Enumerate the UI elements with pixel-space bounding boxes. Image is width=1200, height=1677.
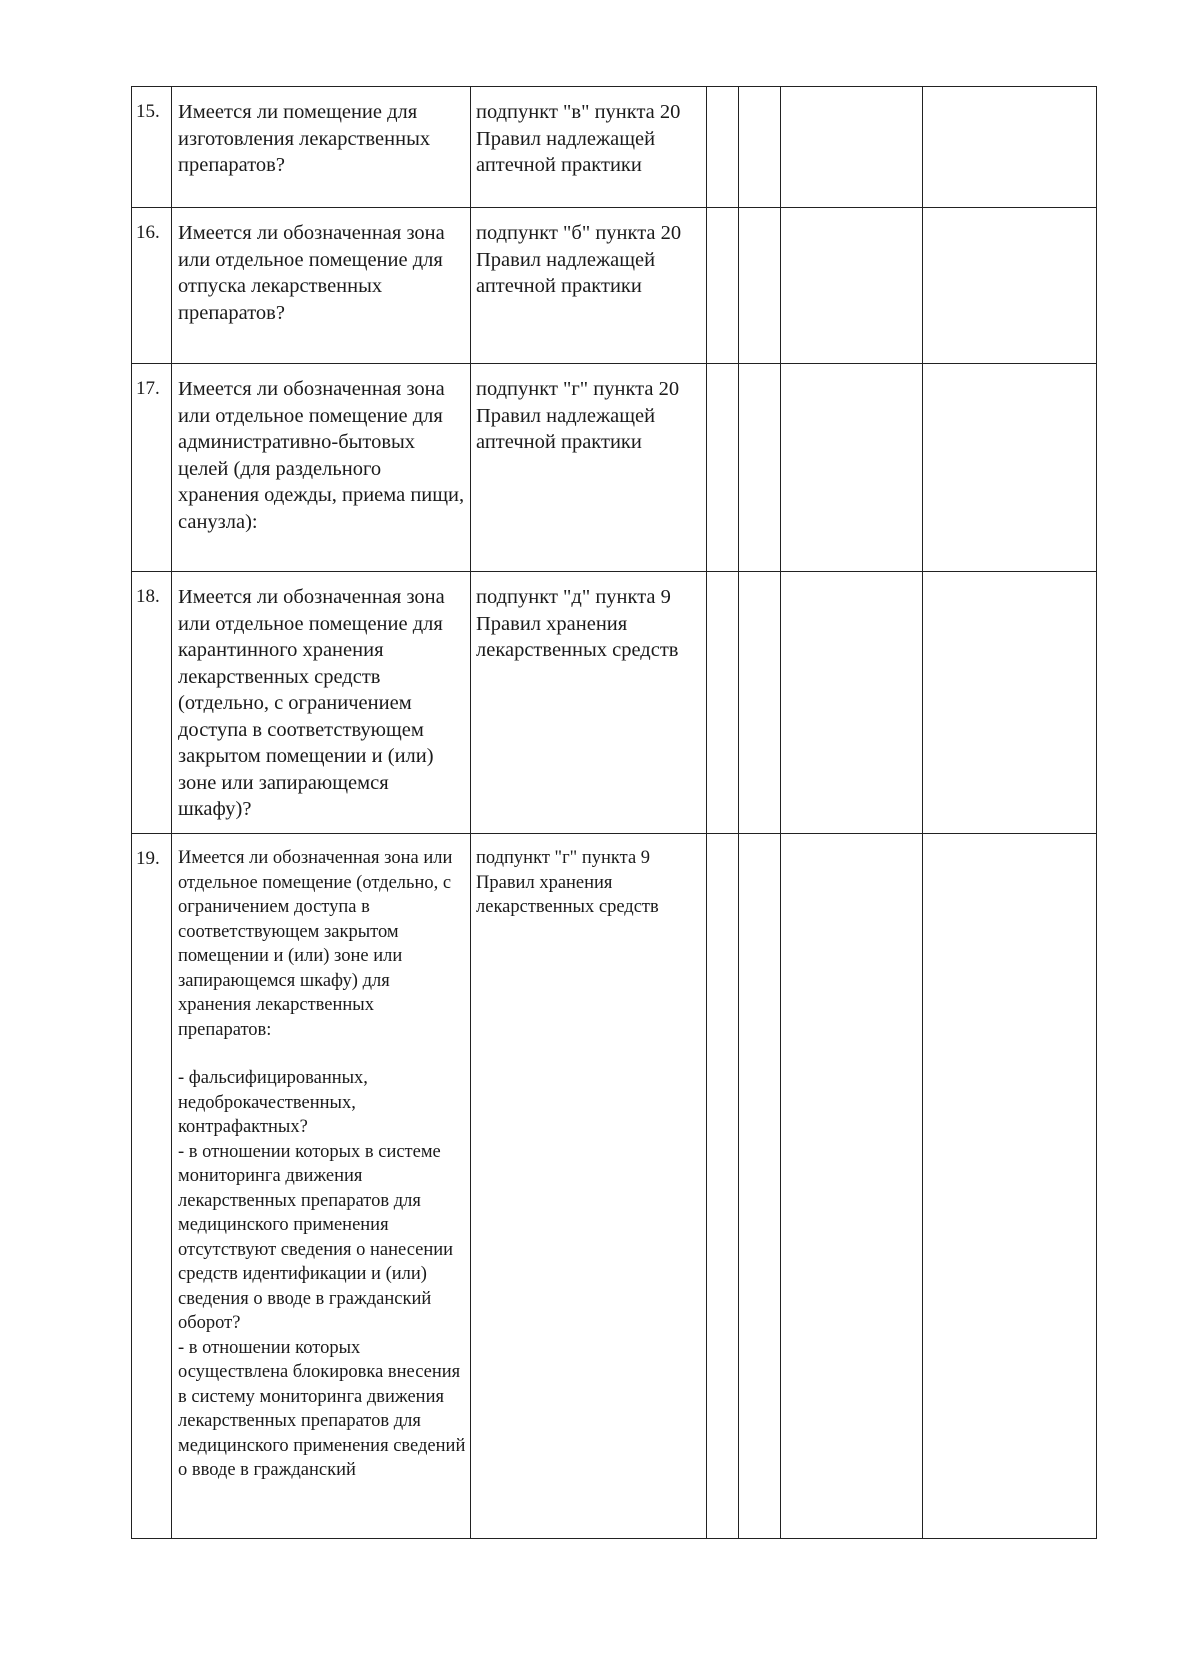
- note-cell: [923, 834, 1097, 1539]
- question-item: - в отношении которых в системе мониторинга движения лекарственных препаратов для медицинского применения отсутствуют сведения о нанесении средств идентификации и (или) сведения о вводе в гражданский оборот?: [178, 1141, 458, 1333]
- legal-reference: подпункт "г" пункта 20 Правил надлежащей аптечной практики: [471, 364, 707, 572]
- row-number: 17.: [132, 364, 172, 572]
- answer-na-cell: [781, 364, 923, 572]
- checklist-table: [131, 86, 1097, 1539]
- note-cell: [923, 572, 1097, 834]
- legal-reference: подпункт "в" пункта 20 Правил надлежащей аптечной практики: [471, 87, 707, 208]
- table-row: [132, 364, 1097, 572]
- answer-no-cell: [739, 572, 781, 834]
- note-cell: [923, 87, 1097, 208]
- table-row: [132, 834, 1097, 1539]
- row-number: 16.: [132, 208, 172, 364]
- question-item: - в отношении которых осуществлена блокировка внесения в систему мониторинга движения лекарственных препаратов для медицинского применения сведений о вводе в гражданский: [178, 1337, 470, 1480]
- answer-yes-cell: [707, 364, 739, 572]
- legal-reference: подпункт "г" пункта 9 Правил хранения лекарственных средств: [471, 834, 707, 1539]
- answer-na-cell: [781, 208, 923, 364]
- table-row: [132, 572, 1097, 834]
- legal-reference: подпункт "д" пункта 9 Правил хранения лекарственных средств: [471, 572, 707, 834]
- question-intro: Имеется ли обозначенная зона или отдельное помещение (отдельно, с ограничением доступа в соответствующем закрытом помещении и (или) зоне или запирающемся шкафу) для хранения лекарственных препаратов:: [178, 848, 457, 1040]
- answer-no-cell: [739, 208, 781, 364]
- answer-na-cell: [781, 572, 923, 834]
- question-item: - фальсифицированных, недоброкачественных, контрафактных?: [178, 1068, 373, 1137]
- answer-no-cell: [739, 834, 781, 1539]
- table-row: [132, 208, 1097, 364]
- table-row: [132, 87, 1097, 208]
- answer-yes-cell: [707, 87, 739, 208]
- answer-yes-cell: [707, 834, 739, 1539]
- question-text: Имеется ли обозначенная зона или отдельное помещение для административно-бытовых целей (для раздельного хранения одежды, приема пищи, санузла):: [172, 364, 471, 572]
- answer-na-cell: [781, 87, 923, 208]
- question-text: Имеется ли помещение для изготовления лекарственных препаратов?: [172, 87, 471, 208]
- row-number: 15.: [132, 87, 172, 208]
- answer-no-cell: [739, 364, 781, 572]
- legal-reference: подпункт "б" пункта 20 Правил надлежащей аптечной практики: [471, 208, 707, 364]
- question-text-block: [172, 834, 471, 1539]
- question-text: Имеется ли обозначенная зона или отдельное помещение для отпуска лекарственных препаратов?: [172, 208, 471, 364]
- note-cell: [923, 208, 1097, 364]
- row-number: 18.: [132, 572, 172, 834]
- row-number: 19.: [132, 834, 172, 1539]
- answer-no-cell: [739, 87, 781, 208]
- answer-na-cell: [781, 834, 923, 1539]
- question-text: Имеется ли обозначенная зона или отдельное помещение для карантинного хранения лекарственных средств (отдельно, с ограничением доступа в соответствующем закрытом помещении и (или) зоне или запирающемся шкафу)?: [172, 572, 471, 834]
- answer-yes-cell: [707, 572, 739, 834]
- answer-yes-cell: [707, 208, 739, 364]
- note-cell: [923, 364, 1097, 572]
